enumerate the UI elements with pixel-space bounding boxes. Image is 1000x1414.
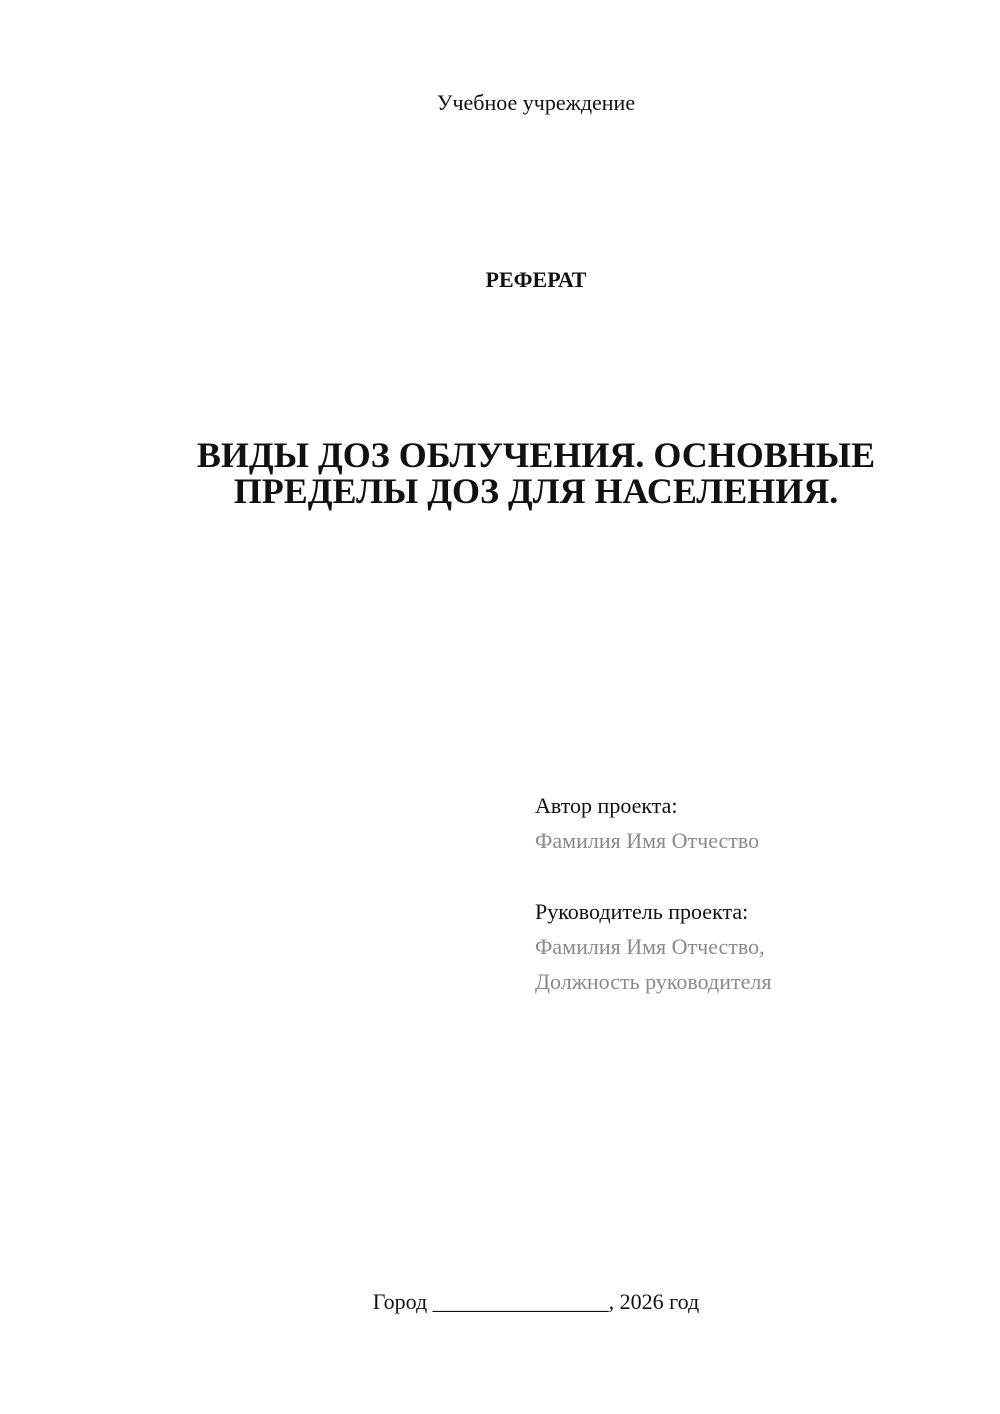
document-type: РЕФЕРАТ <box>485 267 587 292</box>
project-info-block <box>535 788 975 999</box>
author-name: Фамилия Имя Отчество <box>535 828 760 853</box>
supervisor-name: Фамилия Имя Отчество, <box>535 934 765 959</box>
spacer <box>535 858 975 894</box>
author-label: Автор проекта: <box>535 793 678 818</box>
institution-name: Учебное учреждение <box>436 90 636 115</box>
supervisor-position: Должность руководителя <box>535 969 772 994</box>
document-title-line-2: ПРЕДЕЛЫ ДОЗ ДЛЯ НАСЕЛЕНИЯ. <box>233 471 839 511</box>
document-title-line-1: ВИДЫ ДОЗ ОБЛУЧЕНИЯ. ОСНОВНЫЕ <box>196 435 876 475</box>
supervisor-label: Руководитель проекта: <box>535 899 749 924</box>
city-year-line: Город ________________, 2026 год <box>372 1289 700 1314</box>
document-title <box>150 437 922 509</box>
